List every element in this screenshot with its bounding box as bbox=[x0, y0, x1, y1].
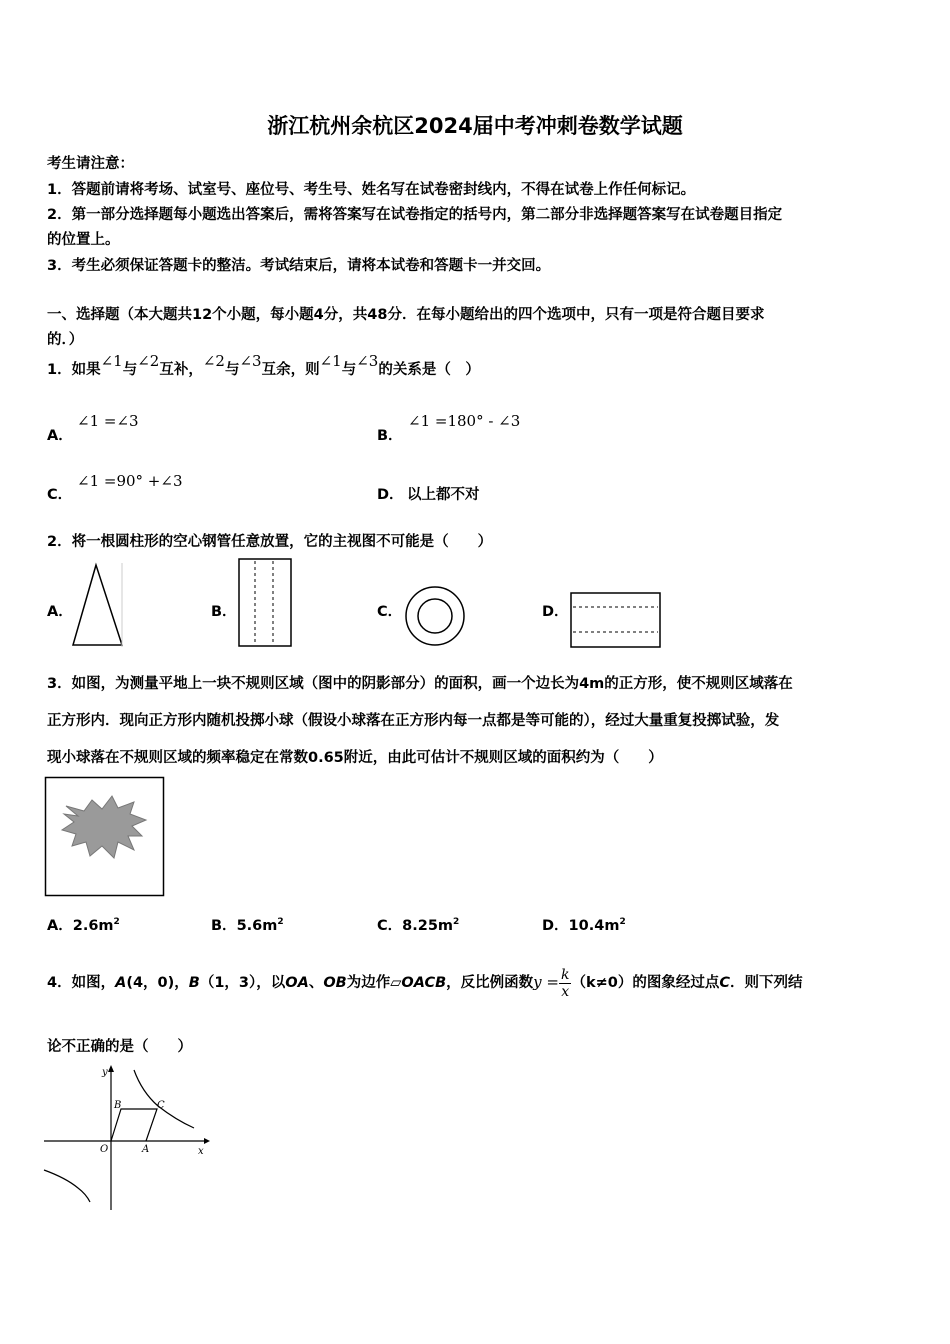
q4-text: 为边作▱ bbox=[346, 975, 402, 991]
q2-option-b-label: B． bbox=[211, 604, 237, 620]
section-heading-cont: 的．） bbox=[47, 332, 84, 348]
q4-text: 4．如图， bbox=[47, 975, 116, 991]
graph-y-label: y bbox=[102, 1067, 108, 1078]
q4-text: 、 bbox=[308, 975, 324, 991]
q4-point-a: A bbox=[115, 975, 127, 991]
q2-option-c-label: C． bbox=[377, 604, 403, 620]
q1-angle-2b: ∠2 bbox=[202, 352, 225, 370]
q1-option-a-label: A． bbox=[47, 428, 73, 444]
q4-point-c: C bbox=[719, 975, 731, 991]
q1-option-b-label: B． bbox=[377, 428, 403, 444]
q4-text: ， bbox=[174, 975, 189, 991]
q4-condition: （k≠0） bbox=[571, 975, 633, 991]
q1-angle-2: ∠2 bbox=[137, 352, 160, 370]
q4-text: ，反比例函数 bbox=[446, 975, 534, 991]
graph-point-b-label: B bbox=[114, 1100, 122, 1111]
q1-angle-3: ∠3 bbox=[239, 352, 262, 370]
q1-option-b: ∠1 =180° - ∠3 bbox=[408, 412, 521, 430]
q1-word: 的关系是（ ） bbox=[378, 362, 480, 378]
q3-option-b-sup: 2 bbox=[277, 917, 284, 928]
notice-item-2: 2．第一部分选择题每小题选出答案后，需将答案写在试卷指定的括号内，第二部分非选择题答案写在试卷题目指定 bbox=[47, 207, 783, 223]
q3-option-c-label: C． bbox=[377, 918, 403, 934]
q1-option-a: ∠1 =∠3 bbox=[77, 412, 139, 430]
triangle-view-figure bbox=[70, 560, 126, 650]
q3-option-a-label: A． bbox=[47, 918, 73, 934]
q4-point-b-coords: （1，3） bbox=[199, 975, 257, 991]
q3-option-d-label: D． bbox=[542, 918, 569, 934]
q4-segment-oa: OA bbox=[285, 975, 309, 991]
q2-option-a-label: A． bbox=[47, 604, 73, 620]
q4-fraction-denominator: x bbox=[561, 983, 570, 1000]
square-region-figure bbox=[44, 776, 166, 898]
q1-angle-1: ∠1 bbox=[100, 352, 123, 370]
q4-point-b: B bbox=[188, 975, 200, 991]
irregular-shaded-region bbox=[62, 796, 146, 858]
q1-word: 与 bbox=[341, 362, 357, 378]
q4-text: ．则下列结 bbox=[730, 975, 803, 991]
notice-item-2-cont: 的位置上。 bbox=[47, 232, 120, 248]
q3-option-b-label: B． bbox=[211, 918, 237, 934]
question-2-stem: 2．将一根圆柱形的空心钢管任意放置，它的主视图不可能是（ ） bbox=[47, 534, 493, 550]
question-3-line-3: 现小球落在不规则区域的频率稳定在常数0.65附近，由此可估计不规则区域的面积约为（ ） bbox=[47, 750, 663, 766]
ring-view-figure bbox=[403, 585, 467, 649]
q3-option-d-sup: 2 bbox=[619, 917, 626, 928]
q4-fraction-numerator: k bbox=[560, 966, 570, 983]
q4-point-a-coords: (4，0) bbox=[126, 975, 175, 991]
q3-option-c bbox=[377, 914, 459, 935]
question-4-stem bbox=[47, 950, 803, 1000]
q1-option-d-label: D． bbox=[377, 487, 404, 503]
q1-word: 互余，则 bbox=[261, 362, 320, 378]
q3-option-d bbox=[542, 914, 626, 935]
q3-option-b-value: 5.6m bbox=[236, 918, 278, 934]
q1-option-d: 以上都不对 bbox=[407, 487, 480, 503]
q1-word: 互补， bbox=[159, 362, 203, 378]
q4-parallelogram: OACB bbox=[401, 975, 447, 991]
page-title: 浙江杭州余杭区2024届中考冲刺卷数学试题 bbox=[267, 114, 683, 138]
q1-prefix: 1．如果 bbox=[47, 362, 101, 378]
q4-segment-ob: OB bbox=[323, 975, 347, 991]
notice-heading: 考生请注意： bbox=[47, 156, 134, 172]
q3-option-a-sup: 2 bbox=[113, 917, 120, 928]
q1-angle-1b: ∠1 bbox=[319, 352, 342, 370]
graph-x-label: x bbox=[198, 1146, 204, 1157]
q1-word: 与 bbox=[122, 362, 138, 378]
graph-origin-label: O bbox=[100, 1144, 109, 1155]
q1-option-c: ∠1 =90° +∠3 bbox=[77, 472, 183, 490]
horizontal-tube-view-figure bbox=[568, 590, 664, 650]
notice-item-3: 3．考生必须保证答题卡的整洁。考试结束后，请将本试卷和答题卡一并交回。 bbox=[47, 258, 551, 274]
q4-function-y: y = bbox=[533, 973, 559, 991]
question-4-line-2: 论不正确的是（ ） bbox=[47, 1039, 192, 1055]
q3-option-a-value: 2.6m bbox=[72, 918, 114, 934]
q1-angle-3b: ∠3 bbox=[356, 352, 379, 370]
graph-point-a-label: A bbox=[142, 1144, 150, 1155]
q4-text: ，以 bbox=[256, 975, 286, 991]
section-heading: 一、选择题（本大题共12个小题，每小题4分，共48分．在每小题给出的四个选项中，只有一项是符合题目要求 bbox=[47, 307, 765, 323]
q3-option-c-value: 8.25m bbox=[402, 918, 454, 934]
hyperbola-graph-figure bbox=[42, 1062, 214, 1214]
graph-point-c-label: C bbox=[157, 1100, 165, 1111]
q4-fraction bbox=[559, 967, 571, 1000]
q3-option-b bbox=[211, 914, 284, 935]
q4-text: 的图象经过点 bbox=[632, 975, 720, 991]
q3-option-a bbox=[47, 914, 120, 935]
vertical-tube-view-figure bbox=[237, 557, 295, 649]
question-3-line-2: 正方形内．现向正方形内随机投掷小球（假设小球落在正方形内每一点都是等可能的），经过大量重复投掷试验，发 bbox=[47, 713, 780, 729]
q1-word: 与 bbox=[224, 362, 240, 378]
q3-option-c-sup: 2 bbox=[453, 917, 460, 928]
notice-item-1: 1．答题前请将考场、试室号、座位号、考生号、姓名写在试卷密封线内，不得在试卷上作任何标记。 bbox=[47, 182, 696, 198]
q1-option-c-label: C． bbox=[47, 487, 73, 503]
q3-option-d-value: 10.4m bbox=[568, 918, 620, 934]
question-3-line-1: 3．如图，为测量平地上一块不规则区域（图中的阴影部分）的面积，画一个边长为4m的正方形，使不规则区域落在 bbox=[47, 676, 793, 692]
q2-option-d-label: D． bbox=[542, 604, 569, 620]
question-1-stem bbox=[47, 352, 480, 379]
